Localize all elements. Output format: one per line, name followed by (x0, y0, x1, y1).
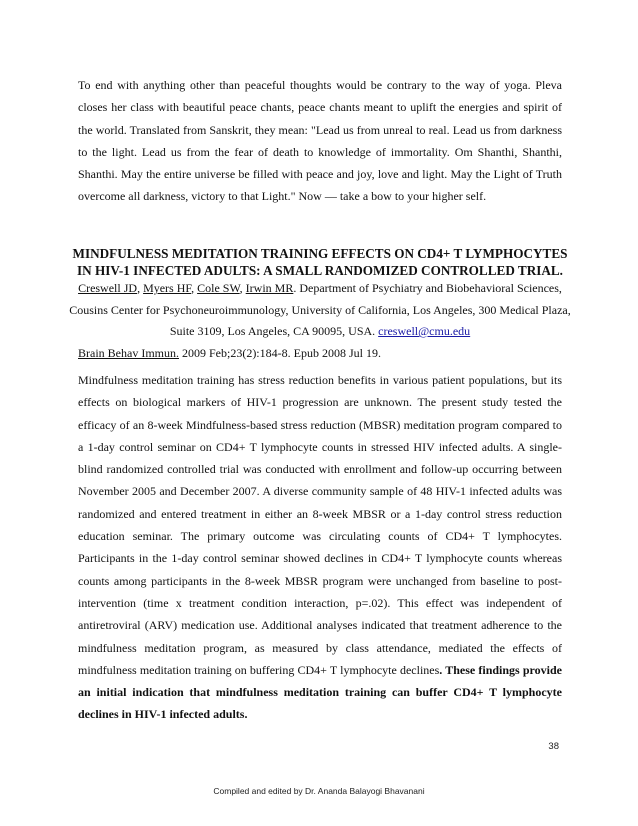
author-separator: , (191, 281, 198, 295)
author-link[interactable]: Creswell JD (78, 281, 138, 295)
email-link[interactable]: creswell@cmu.edu (378, 324, 471, 338)
journal-link[interactable]: Brain Behav Immun. (78, 346, 179, 360)
article-title (66, 245, 574, 279)
page-footer: Compiled and edited by Dr. Ananda Balayogi Bhavanani (213, 786, 425, 796)
author-link[interactable]: Myers HF (143, 281, 192, 295)
authors-affiliation (66, 278, 574, 343)
author-separator: , (239, 281, 246, 295)
author-link[interactable]: Irwin MR (245, 281, 294, 295)
article-title-line-2: IN HIV-1 INFECTED ADULTS: A SMALL RANDOMIZED CONTROLLED TRIAL. (77, 263, 563, 278)
author-link[interactable]: Cole SW (197, 281, 240, 295)
journal-details: 2009 Feb;23(2):184-8. Epub 2008 Jul 19. (178, 346, 381, 360)
article-title-line-1: MINDFULNESS MEDITATION TRAINING EFFECTS ON CD4+ T LYMPHOCYTES (72, 246, 568, 261)
abstract-paragraph (78, 369, 562, 726)
abstract-conclusion: . These findings provide an initial indication that mindfulness meditation training can buffer CD4+ T lymphocyte declines in HIV-1 infected adults. (78, 662, 562, 722)
journal-citation (78, 344, 381, 362)
affiliation-text: . Department of Psychiatry and Biobehavioral Sciences, Cousins Center for Psychoneuroimmunology, University of California, Los Angeles, 300 Medical Plaza, Suite 3109, Los Angeles, CA 90095, USA. (69, 281, 571, 338)
intro-paragraph: To end with anything other than peaceful thoughts would be contrary to the way of yoga. Pleva closes her class with beautiful peace chants, peace chants meant to uplift the energies and spirit of the world. Translated from Sanskrit, they mean: "Lead us from unreal to real. Lead us from darkness to the light. Lead us from the fear of death to knowledge of immortality. Om Shanthi, Shanthi, Shanthi. May the entire universe be filled with peace and joy, love and light. May the Light of Truth overcome all darkness, victory to that Light." Now — take a bow to your higher self. (78, 78, 562, 204)
author-separator: , (137, 281, 144, 295)
abstract-text: Mindfulness meditation training has stress reduction benefits in various patient populations, but its effects on biological markers of HIV-1 progression are unknown. The present study tested the efficacy of an 8-week Mindfulness-based stress reduction (MBSR) meditation program compared to a 1-day control seminar on CD4+ T lymphocyte counts in stressed HIV infected adults. A single-blind randomized controlled trial was conducted with enrollment and follow-up occurring between November 2005 and December 2007. A diverse community sample of 48 HIV-1 infected adults was randomized and entered treatment in either an 8-week MBSR or a 1-day control stress reduction education seminar. The primary outcome was circulating counts of CD4+ T lymphocytes. Participants in the 1-day control seminar showed declines in CD4+ T lymphocyte counts whereas counts among participants in the 8-week MBSR program were unchanged from baseline to post-intervention (time x treatment condition interaction, p=.02). This effect was independent of antiretroviral (ARV) medication use. Additional analyses indicated that treatment adherence to the mindfulness meditation program, as measured by class attendance, mediated the effects of mindfulness meditation training on buffering CD4+ T lymphocyte declines (78, 373, 562, 677)
page-number: 38 (548, 741, 559, 752)
